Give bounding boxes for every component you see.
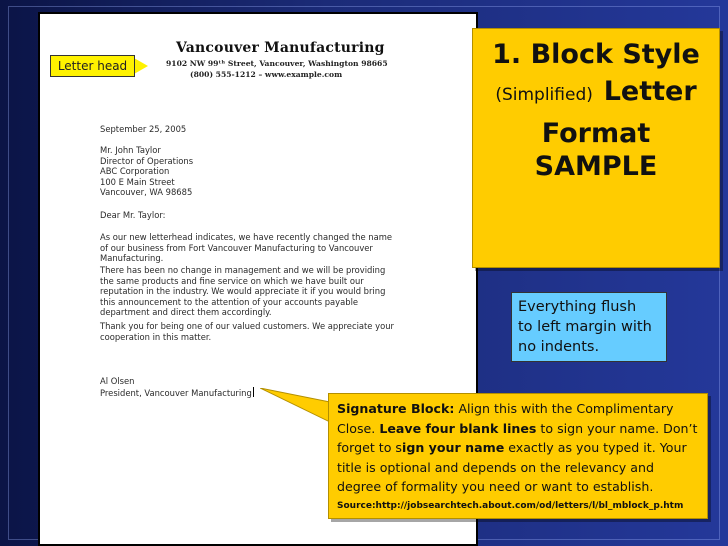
paragraph-line: this announcement to the attention of your accounts payable	[100, 296, 359, 307]
letter-signature	[100, 376, 254, 398]
letter-paragraph-1	[100, 232, 392, 264]
paragraph-line: As our new letterhead indicates, we have recently changed the name	[100, 232, 393, 242]
signature-bold-text: ign your name	[402, 440, 505, 455]
title-letter: Letter	[603, 76, 697, 107]
letterhead-callout-arrow	[134, 58, 148, 74]
text-cursor	[253, 387, 254, 397]
letter-paragraph-2	[100, 265, 385, 318]
paragraph-line: of our business from Fort Vancouver Manufacturing to Vancouver	[100, 242, 373, 253]
signature-text: exactly as you typed it. Your title is optional and depends on the relevancy and degree of formality you need or want to establish.	[337, 440, 687, 494]
paragraph-line: cooperation in this matter.	[100, 331, 212, 342]
signature-text: to sign your name. Don’t forget to s	[337, 420, 698, 455]
title-line-4: SAMPLE	[534, 151, 658, 182]
paragraph-line: department and direct them accordingly.	[100, 307, 272, 318]
title-line-3: Format	[541, 118, 651, 149]
letter-date: September 25, 2005	[100, 124, 187, 134]
signature-title: President, Vancouver Manufacturing	[100, 387, 252, 398]
signature-title-line	[100, 387, 254, 399]
letterhead-callout: Letter head	[50, 55, 135, 77]
title-line-1: 1. Block Style	[492, 39, 700, 70]
signature-text: Align this with the Complimentary Close.	[337, 401, 674, 436]
source-citation: Source:http://jobsearchtech.about.com/od/letters/l/bl_mblock_p.htm	[337, 500, 684, 511]
flush-left-note	[511, 292, 667, 362]
signature-callout-arrow	[260, 388, 330, 428]
note-line: no indents.	[518, 339, 600, 355]
recipient-line: Mr. John Taylor	[100, 145, 161, 155]
letter-recipient-block	[100, 145, 193, 198]
recipient-line: Director of Operations	[100, 155, 194, 166]
recipient-line: 100 E Main Street	[100, 176, 175, 187]
letter-salutation: Dear Mr. Taylor:	[100, 210, 166, 220]
letterhead-phone: (800) 555-1212 – www.example.com	[190, 70, 343, 79]
title-callout	[472, 28, 720, 268]
note-line: Everything flush	[518, 299, 637, 315]
recipient-line: ABC Corporation	[100, 166, 170, 177]
note-line: to left margin with	[518, 319, 652, 335]
title-simplified: (Simplified)	[495, 85, 593, 105]
letter-paragraph-3	[100, 321, 394, 342]
signature-block-label: Signature Block:	[337, 401, 455, 416]
title-line-2	[473, 76, 719, 107]
signature-name: Al Olsen	[100, 376, 135, 386]
paragraph-line: reputation in the industry. We would appreciate it if you would bring	[100, 286, 386, 297]
signature-block-callout	[328, 393, 708, 519]
paragraph-line: Manufacturing.	[100, 253, 164, 264]
letterhead-address: 9102 NW 99ᵗʰ Street, Vancouver, Washington 98665	[166, 59, 388, 68]
signature-bold-text: Leave four blank lines	[379, 420, 537, 436]
paragraph-line: the same products and fine service on which we have built our	[100, 275, 364, 286]
paragraph-line: There has been no change in management and we will be providing	[100, 265, 386, 275]
paragraph-line: Thank you for being one of our valued customers. We appreciate your	[100, 321, 394, 331]
recipient-line: Vancouver, WA 98685	[100, 187, 193, 198]
letterhead-company: Vancouver Manufacturing	[176, 40, 385, 56]
